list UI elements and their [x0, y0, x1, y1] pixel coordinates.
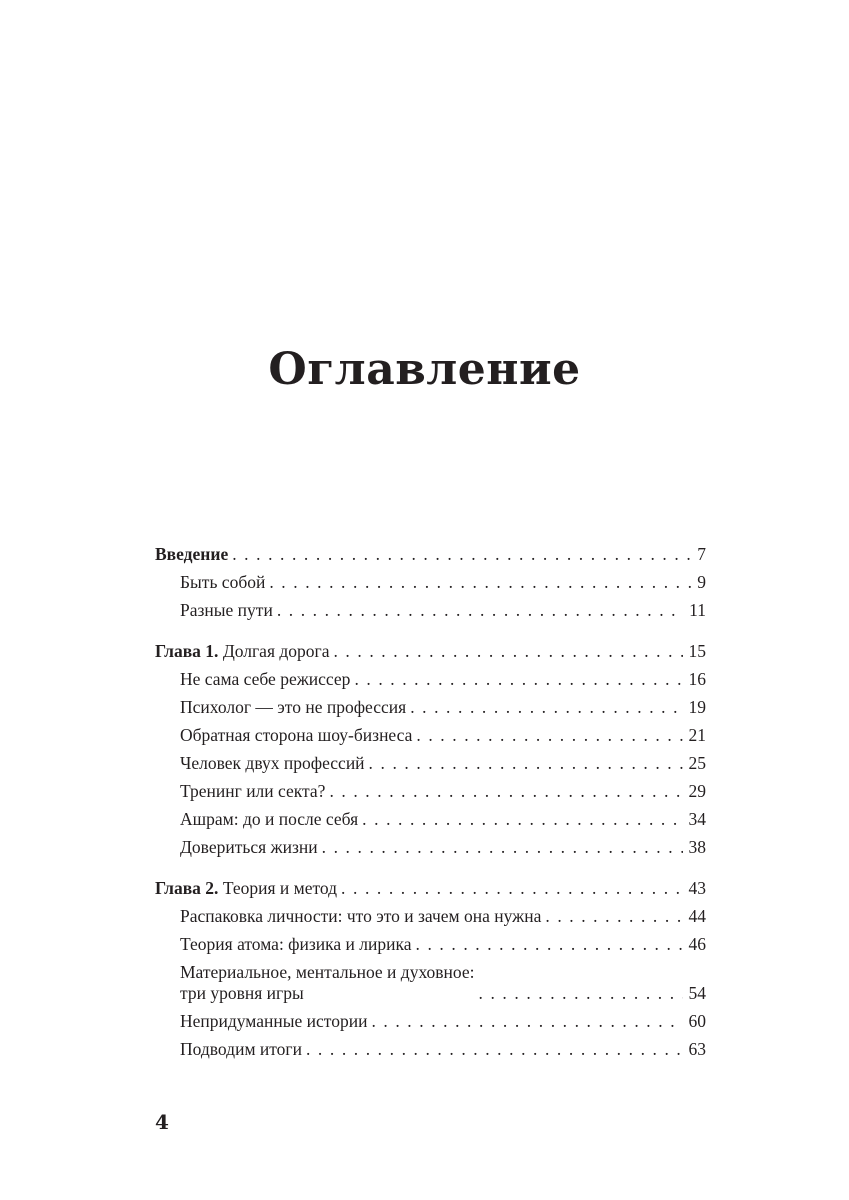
toc-group-chapter-1 [155, 637, 706, 861]
dot-leader [333, 637, 682, 665]
toc-entry[interactable] [155, 568, 706, 596]
toc-entry-title: Непридуманные истории [180, 1011, 368, 1031]
dot-leader [416, 930, 683, 958]
toc-entry-title: Тренинг или секта? [180, 781, 326, 801]
toc-entry-page-number: 43 [688, 878, 706, 898]
toc-entry[interactable] [155, 902, 706, 930]
dot-leader [232, 540, 691, 568]
dot-leader [416, 721, 682, 749]
toc-entry-page-number: 34 [688, 809, 706, 829]
toc-entry-page-number: 46 [688, 934, 706, 954]
toc-entry[interactable] [155, 833, 706, 861]
toc-entry-title: Подводим итоги [180, 1039, 302, 1059]
toc-entry-title: Психолог — это не профессия [180, 697, 407, 717]
toc-entry[interactable] [155, 596, 706, 624]
toc-entry[interactable] [155, 693, 706, 721]
toc-entry-page-number: 21 [688, 725, 706, 745]
toc-entry-title: Разные пути [180, 600, 273, 620]
toc-entry-chapter-label: Глава 1. [155, 641, 219, 661]
toc-entry-title: Теория и метод [218, 878, 338, 898]
toc-entry-chapter-2[interactable] [155, 874, 706, 902]
dot-leader [369, 749, 683, 777]
toc-entry-title-line-1: Материальное, ментальное и духовное: [180, 962, 475, 982]
toc-entry-title: Довериться жизни [180, 837, 318, 857]
toc-entry-title-line-2: три уровня игры [180, 983, 304, 1003]
toc-entry-title-bold: Введение [155, 544, 229, 564]
dot-leader [545, 902, 682, 930]
page-number: 4 [155, 1110, 169, 1134]
dot-leader [479, 983, 683, 1004]
toc-entry[interactable] [155, 749, 706, 777]
dot-leader [277, 596, 683, 624]
toc-entry[interactable] [155, 721, 706, 749]
dot-leader [306, 1035, 683, 1063]
toc-entry-title: Долгая дорога [218, 641, 330, 661]
toc-entry-page-number: 16 [688, 669, 706, 689]
table-of-contents [155, 540, 706, 1076]
toc-entry[interactable] [155, 777, 706, 805]
dot-leader [269, 568, 691, 596]
toc-entry-page-number: 11 [689, 600, 706, 620]
toc-entry-page-number: 19 [688, 697, 706, 717]
toc-entry-page-number: 63 [688, 1039, 706, 1059]
toc-entry-multiline[interactable] [155, 958, 706, 1007]
toc-entry-title: Человек двух профессий [180, 753, 365, 773]
dot-leader [371, 1007, 682, 1035]
toc-entry[interactable] [155, 805, 706, 833]
toc-entry-chapter-label: Глава 2. [155, 878, 219, 898]
toc-entry[interactable] [155, 1035, 706, 1063]
toc-entry-chapter-1[interactable] [155, 637, 706, 665]
toc-entry-title: Распаковка личности: что это и зачем она нужна [180, 906, 542, 926]
toc-entry-page-number: 29 [688, 781, 706, 801]
toc-entry-page-number: 15 [688, 641, 706, 661]
dot-leader [329, 777, 682, 805]
toc-entry-page-number: 25 [688, 753, 706, 773]
toc-entry-introduction[interactable] [155, 540, 706, 568]
dot-leader [322, 833, 683, 861]
toc-entry[interactable] [155, 930, 706, 958]
toc-entry-page-number: 60 [688, 1011, 706, 1031]
toc-entry[interactable] [155, 665, 706, 693]
page-title: Оглавление [268, 344, 581, 395]
toc-entry[interactable] [155, 1007, 706, 1035]
toc-entry-title: Ашрам: до и после себя [180, 809, 359, 829]
dot-leader [362, 805, 682, 833]
toc-entry-page-number: 7 [697, 544, 706, 564]
toc-entry-page-number: 54 [688, 983, 706, 1003]
toc-entry-page-number: 44 [688, 906, 706, 926]
dot-leader [341, 874, 682, 902]
toc-entry-page-number: 38 [688, 837, 706, 857]
dot-leader [354, 665, 682, 693]
toc-group-chapter-2 [155, 874, 706, 1063]
dot-leader [410, 693, 682, 721]
toc-entry-page-number: 9 [697, 572, 706, 592]
toc-entry-title: Теория атома: физика и лирика [180, 934, 412, 954]
toc-entry-title: Не сама себе режиссер [180, 669, 351, 689]
toc-group-introduction [155, 540, 706, 624]
toc-entry-title: Обратная сторона шоу-бизнеса [180, 725, 413, 745]
toc-entry-title: Быть собой [180, 572, 266, 592]
